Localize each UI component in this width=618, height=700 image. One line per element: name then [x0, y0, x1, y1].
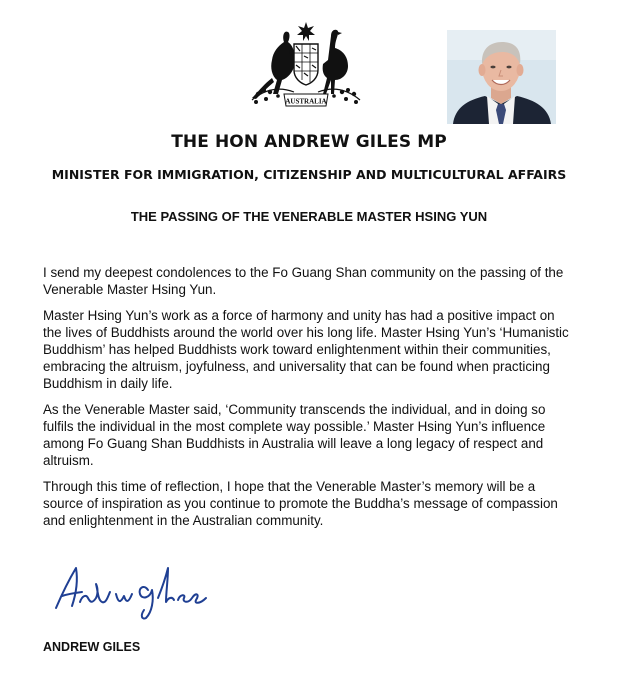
emu-icon — [323, 30, 348, 94]
statement-body — [43, 264, 575, 538]
coat-of-arms-crest — [238, 20, 374, 110]
crest-scroll — [284, 94, 328, 106]
crest-scroll-text: AUSTRALIA — [285, 97, 327, 106]
signatory-name: ANDREW GILES — [43, 640, 141, 654]
portrait-image — [447, 30, 556, 124]
body-paragraph: I send my deepest condolences to the Fo Guang Shan community on the passing of the Venerable Master Hsing Yun. — [43, 265, 564, 297]
minister-portrait — [447, 30, 556, 124]
crest-shield — [294, 44, 318, 85]
body-paragraph: Through this time of reflection, I hope that the Venerable Master’s memory will be a source of inspiration as you continue to promote the Buddha’s message of compassion and enlightenment in the Australian community. — [43, 479, 558, 528]
body-paragraph: As the Venerable Master said, ‘Community transcends the individual, and in doing so fulfils the individual in the most complete way possible.’ Master Hsing Yun’s influence among Fo Guang Shan Buddhists in Australia will leave a long legacy of respect and altruism. — [43, 402, 546, 468]
body-paragraph: Master Hsing Yun’s work as a force of harmony and unity has had a positive impact on the lives of Buddhists around the world over his long life. Master Hsing Yun’s ‘Humanistic Buddhism’ has helped Buddhists work toward enlightenment within their communities, embracing the altruism, joyfulness, and universality that can be found when practicing Buddhism in daily life. — [43, 308, 569, 391]
statement-subject: THE PASSING OF THE VENERABLE MASTER HSING YUN — [130, 209, 488, 224]
handwritten-signature — [50, 558, 230, 620]
crest-star-icon — [297, 22, 315, 41]
ministry-title: MINISTER FOR IMMIGRATION, CITIZENSHIP AND MULTICULTURAL AFFAIRS — [51, 167, 567, 182]
minister-name-heading: THE HON ANDREW GILES MP — [171, 132, 447, 152]
